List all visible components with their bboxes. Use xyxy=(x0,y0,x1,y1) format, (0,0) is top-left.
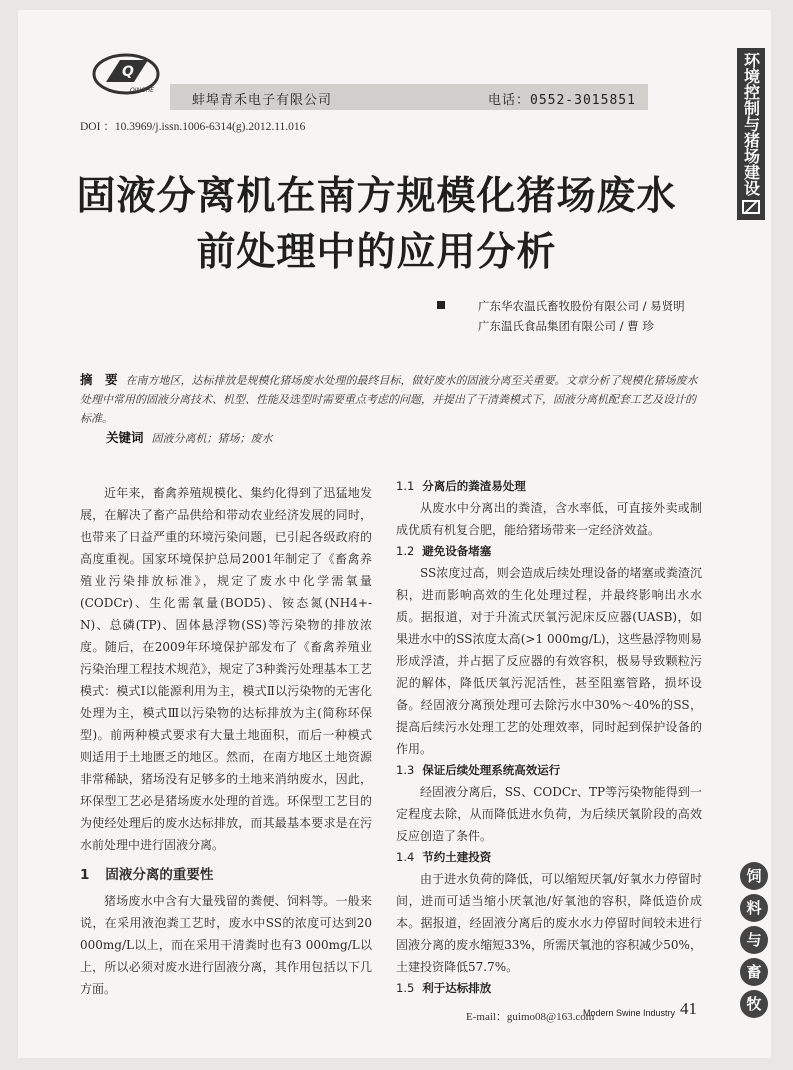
title-line-1: 固液分离机在南方规模化猪场废水 xyxy=(76,173,677,219)
keywords xyxy=(106,428,273,446)
author-bullet xyxy=(437,301,445,309)
article-title xyxy=(0,168,753,280)
subsection-number: 1.5 xyxy=(396,981,415,995)
paragraph-1-3: 经固液分离后，SS、CODCr、TP等污染物能得到一定程度去除，从而降低进水负荷，为后续厌氧阶段的高效反应创造了条件。 xyxy=(396,785,702,843)
footer-journal: Modern Swine Industry xyxy=(583,1008,676,1018)
subsection-heading-1-1 xyxy=(396,476,702,497)
section-title: 固液分离的重要性 xyxy=(105,867,214,883)
subsection-title: 避免设备堵塞 xyxy=(422,544,492,558)
svg-text:Q: Q xyxy=(122,64,134,80)
subsection-title: 保证后续处理系统高效运行 xyxy=(422,763,561,777)
keywords-text: 固液分离机；猪场；废水 xyxy=(151,432,273,445)
author-line-1: 广东华农温氏畜牧股份有限公司 / 易贤明 xyxy=(478,299,685,313)
author-line-2: 广东温氏食品集团有限公司 / 曹 珍 xyxy=(478,319,654,333)
qingho-logo-icon xyxy=(92,52,160,96)
paragraph-1-1: 从废水中分离出的粪渣，含水率低，可直接外卖或制成优质有机复合肥，能给猪场带来一定经济效益。 xyxy=(396,501,702,537)
circle-tag: 畜 xyxy=(740,958,768,986)
subsection-title: 利于达标排放 xyxy=(422,981,492,995)
paragraph-1-4: 由于进水负荷的降低，可以缩短厌氧/好氧水力停留时间，进而可适当缩小厌氧池/好氧池的容积，降低造价成本。据报道，经固液分离后的废水水力停留时间较未进行固液分离的废水缩短33%，所需厌氧池的容积减少50%，土建投资降低57.7%。 xyxy=(396,872,702,974)
title-line-2: 前处理中的应用分析 xyxy=(196,229,557,275)
company-name: 蚌埠青禾电子有限公司 xyxy=(192,93,333,108)
abstract-label: 摘 要 xyxy=(80,372,118,387)
ad-banner xyxy=(170,84,648,110)
column-right xyxy=(396,476,702,999)
circle-tag: 与 xyxy=(740,926,768,954)
footer-email: E-mail：guimo08@163.com xyxy=(466,1011,595,1023)
section-number: 1 xyxy=(80,867,90,883)
subsection-heading-1-5 xyxy=(396,978,702,999)
authors xyxy=(478,296,685,336)
subsection-title: 节约土建投资 xyxy=(422,850,492,864)
circle-tag: 饲 xyxy=(740,862,768,890)
circle-tag: 牧 xyxy=(740,990,768,1018)
column-left xyxy=(80,482,372,1000)
paragraph-1-2: SS浓度过高，则会造成后续处理设备的堵塞或粪渣沉积，进而影响高效的生化处理过程，并最终影响出水水质。据报道，对于升流式厌氧污泥床反应器(UASB)，如果进水中的SS浓度太高(>1 000mg/L)，这些悬浮物则易形成浮渣，并占据了反应器的有效容积，极易导致颗粒污泥的解体，降低厌氧污泥活性，甚至阻塞管路，损坏设备。经固液分离预处理可去除污水中30%～40%的SS，提高后续污水处理工艺的处理效率，同时起到保护设备的作用。 xyxy=(396,566,702,756)
subsection-number: 1.3 xyxy=(396,763,415,777)
section-side-tab-text: 环境控制与猪场建设 xyxy=(741,52,761,196)
subsection-heading-1-2 xyxy=(396,541,702,562)
abstract xyxy=(80,370,700,428)
phone-number: 电话：0552-3015851 xyxy=(488,93,636,108)
doi: DOI ：10.3969/j.issn.1006-6314(g).2012.11.016 xyxy=(80,121,306,133)
keywords-label: 关键词 xyxy=(106,430,144,445)
intro-paragraph: 近年来，畜禽养殖规模化、集约化得到了迅猛地发展，在解决了畜产品供给和带动农业经济发展的同时，也带来了日益严重的环境污染问题，已引起各级政府的高度重视。国家环境保护总局2001年制定了《畜禽养殖业污染排放标准》，规定了废水中化学需氧量(CODCr)、生化需氧量(BOD5)、铵态氮(NH4+-N)、总磷(TP)、固体悬浮物(SS)等污染物的排放浓度。随后，在2009年环境保护部发布了《畜禽养殖业污染治理工程技术规范》，规定了3种粪污处理基本工艺模式：模式Ⅰ以能源利用为主，模式Ⅱ以污染物的无害化处理为主，模式Ⅲ以污染物的达标排放为主(简称环保型)。前两种模式要求有大量土地面积，而后一种模式则适用于土地匮乏的地区。然而，在南方地区土地资源非常稀缺，猪场没有足够多的土地来消纳废水，因此，环保型工艺必是猪场废水处理的首选。环保型工艺目的为使经处理后的废水达标排放，而其最基本要求是在污水前处理中进行固液分离。 xyxy=(80,486,372,852)
section-heading-1 xyxy=(80,862,372,888)
side-circle-tags xyxy=(740,862,770,1022)
subsection-number: 1.4 xyxy=(396,850,415,864)
section-1-paragraph: 猪场废水中含有大量残留的粪便、饲料等。一般来说，在采用液泡粪工艺时，废水中SS的浓度可达到20 000mg/L以上，而在采用干清粪时也有3 000mg/L以上，所以必须对废水进行固液分离，其作用包括以下几方面。 xyxy=(80,894,372,996)
subsection-number: 1.1 xyxy=(396,479,415,493)
page-number: 41 xyxy=(680,999,697,1018)
abstract-text: 在南方地区，达标排放是规模化猪场废水处理的最终目标，做好废水的固液分离至关重要。文章分析了规模化猪场废水处理中常用的固液分离技术、机型、性能及选型时需要重点考虑的问题，并提出了干清粪模式下，固液分离机配套工艺及设计的标准。 xyxy=(80,374,698,425)
subsection-heading-1-3 xyxy=(396,760,702,781)
subsection-title: 分离后的粪渣易处理 xyxy=(422,479,526,493)
svg-text:QINGHE: QINGHE xyxy=(130,87,154,94)
circle-tag: 料 xyxy=(740,894,768,922)
subsection-number: 1.2 xyxy=(396,544,415,558)
subsection-heading-1-4 xyxy=(396,847,702,868)
